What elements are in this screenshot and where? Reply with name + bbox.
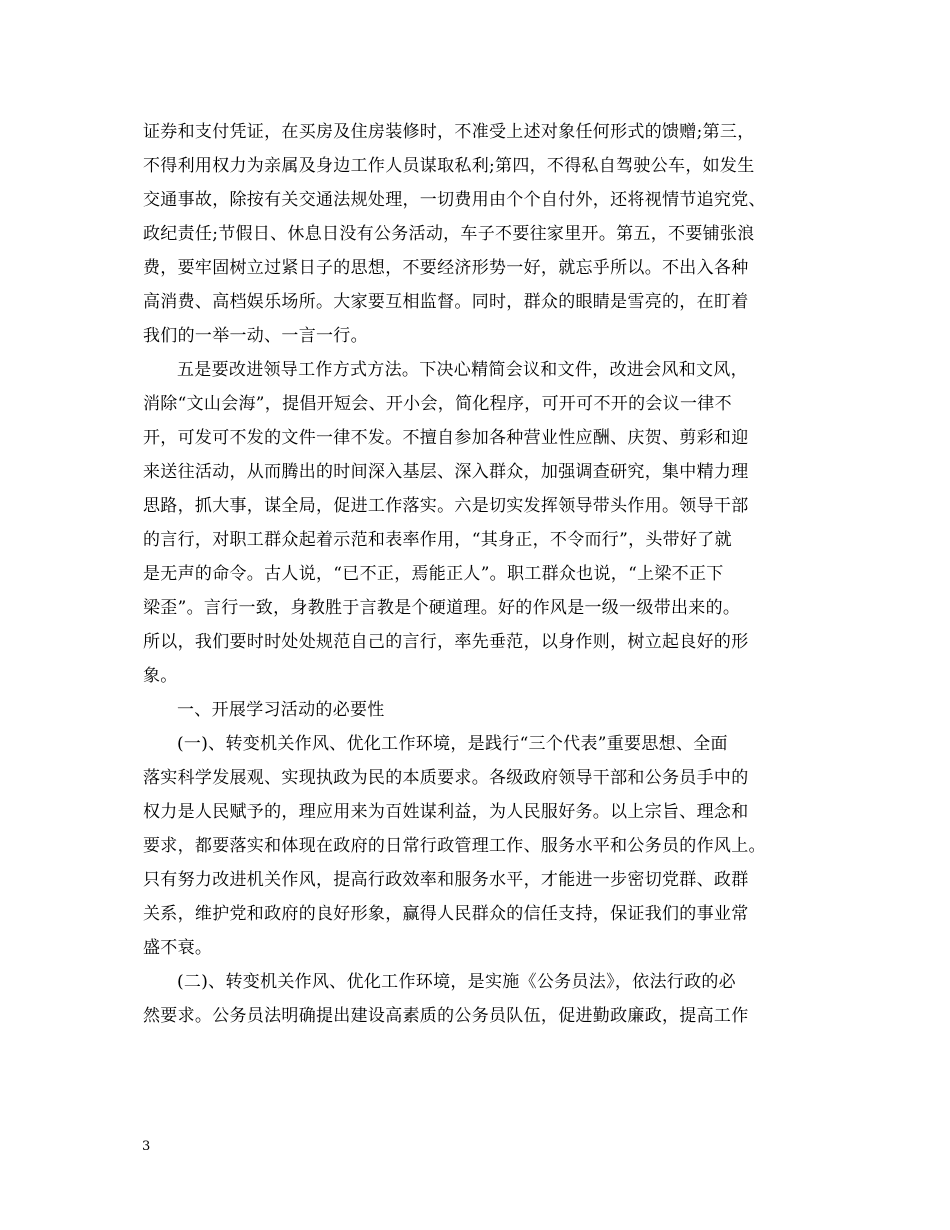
text-line: 所以，我们要时时处处规范自己的言行，率先垂范，以身作则，树立起良好的形: [143, 632, 749, 652]
paragraph-start-line: (二)、转变机关作风、优化工作环境，是实施《公务员法》，依法行政的必: [177, 972, 736, 992]
text-line: 来送往活动，从而腾出的时间深入基层、深入群众，加强调查研究，集中精力理: [143, 462, 749, 482]
page-number: 3: [142, 1139, 151, 1154]
text-line: 关系，维护党和政府的良好形象，赢得人民群众的信任支持，保证我们的事业常: [143, 904, 749, 924]
text-line: 开，可发可不发的文件一律不发。不擅自参加各种营业性应酬、庆贺、剪彩和迎: [143, 428, 749, 448]
text-line: 消除“文山会海”，提倡开短会、开小会，简化程序，可开可不开的会议一律不: [143, 394, 732, 414]
text-line: 盛不衰。: [143, 938, 213, 958]
text-line: 权力是人民赋予的，理应用来为百姓谋利益，为人民服好务。以上宗旨、理念和: [143, 802, 749, 822]
text-line: 交通事故，除按有关交通法规处理，一切费用由个个自付外，还将视情节追究党、: [143, 190, 766, 210]
text-line: 要求，都要落实和体现在政府的日常行政管理工作、服务水平和公务员的作风上。: [143, 836, 766, 856]
text-line: 高消费、高档娱乐场所。大家要互相监督。同时，群众的眼睛是雪亮的，在盯着: [143, 292, 749, 312]
text-line: 思路，抓大事，谋全局，促进工作落实。六是切实发挥领导带头作用。领导干部: [143, 496, 749, 516]
text-line: 证券和支付凭证，在买房及住房装修时，不准受上述对象任何形式的馈赠;第三，: [143, 122, 755, 142]
text-line: 不得利用权力为亲属及身边工作人员谋取私利;第四，不得私自驾驶公车，如发生: [143, 156, 755, 176]
text-line: 费，要牢固树立过紧日子的思想，不要经济形势一好，就忘乎所以。不出入各种: [143, 258, 749, 278]
text-line: 只有努力改进机关作风，提高行政效率和服务水平，才能进一步密切党群、政群: [143, 870, 749, 890]
text-line: 象。: [143, 666, 178, 686]
paragraph-start-line: (一)、转变机关作风、优化工作环境，是践行“三个代表”重要思想、全面: [177, 734, 728, 754]
text-line: 落实科学发展观、实现执政为民的本质要求。各级政府领导干部和公务员手中的: [143, 768, 749, 788]
text-line: 的言行，对职工群众起着示范和表率作用，“其身正，不令而行”，头带好了就: [143, 530, 732, 550]
text-line: 政纪责任;节假日、休息日没有公务活动，车子不要往家里开。第五，不要铺张浪: [143, 224, 755, 244]
text-line: 然要求。公务员法明确提出建设高素质的公务员队伍，促进勤政廉政，提高工作: [143, 1006, 749, 1026]
text-line: 是无声的命令。古人说，“已不正，焉能正人”。职工群众也说，“上梁不正下: [143, 564, 724, 584]
paragraph-start-line: 五是要改进领导工作方式方法。下决心精简会议和文件，改进会风和文风，: [177, 360, 748, 380]
text-line: 我们的一举一动、一言一行。: [143, 326, 368, 346]
section-heading: 一、开展学习活动的必要性: [177, 700, 385, 720]
text-line: 梁歪”。言行一致，身教胜于言教是个硬道理。好的作风是一级一级带出来的。: [143, 598, 741, 618]
